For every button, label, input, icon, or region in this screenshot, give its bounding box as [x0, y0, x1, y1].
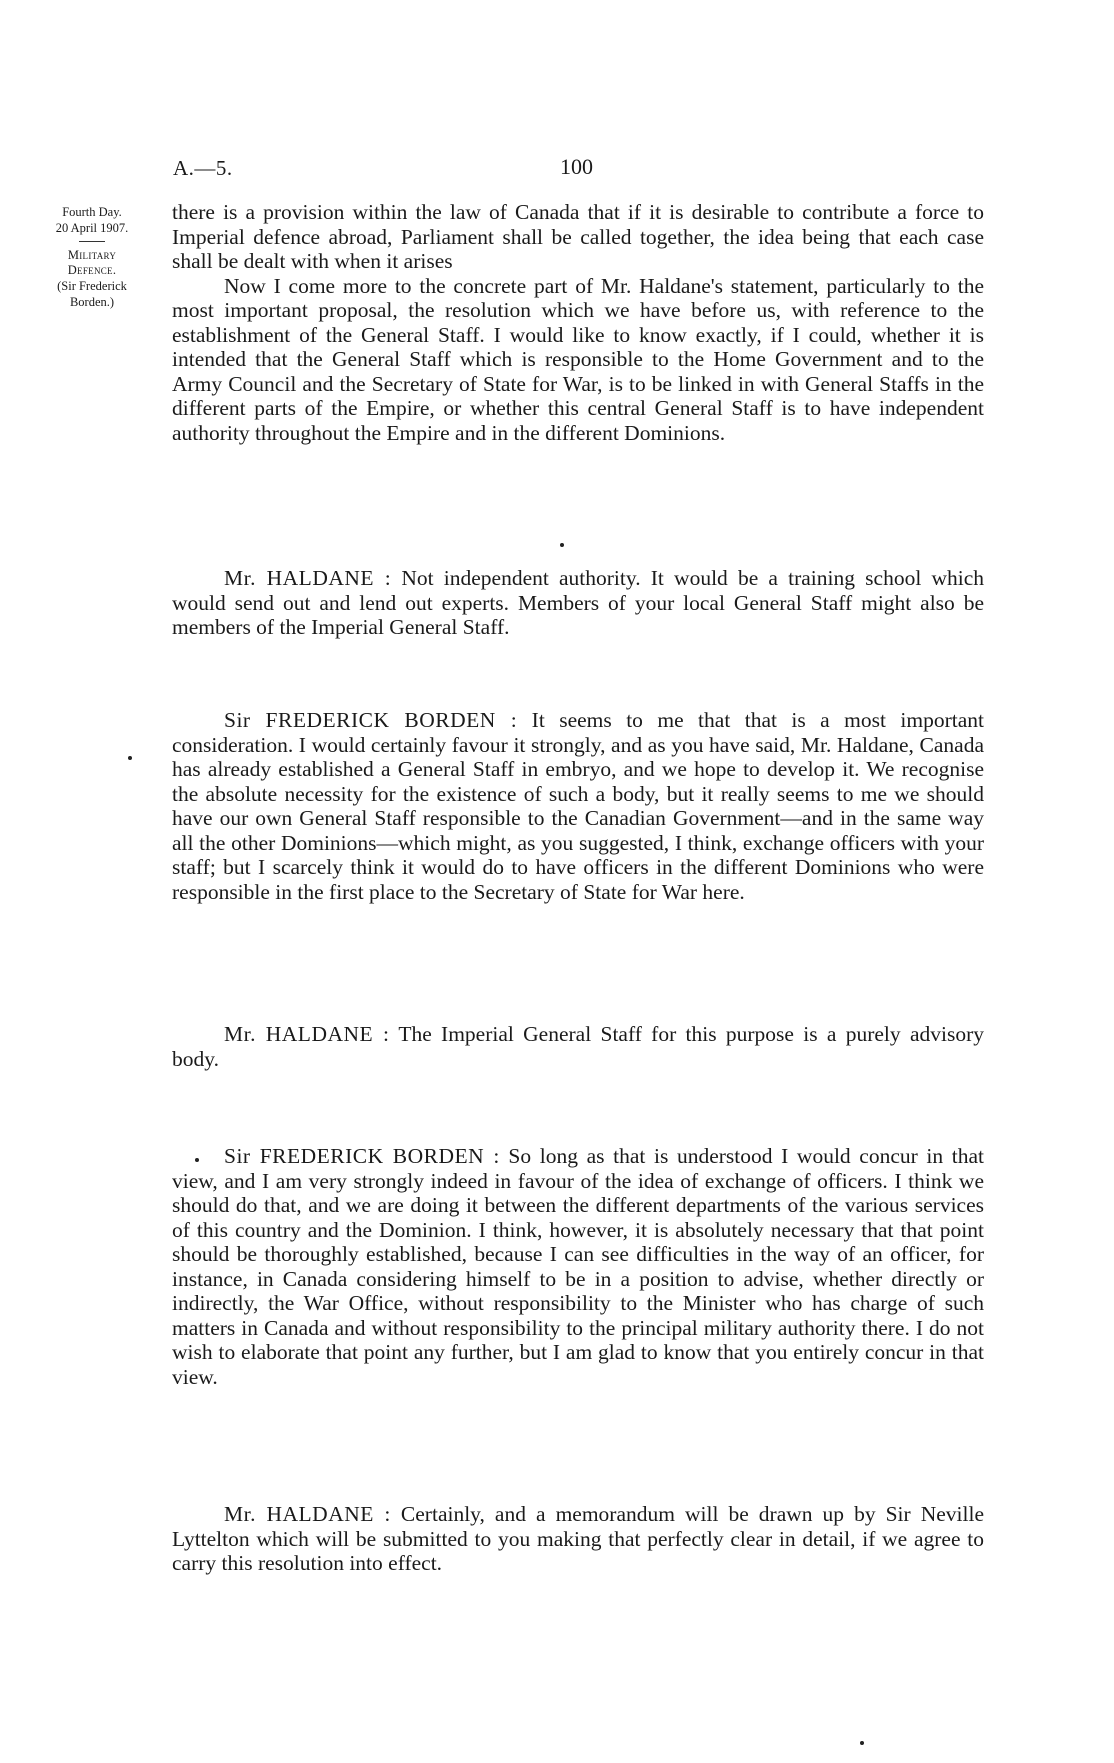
paragraph-2: Now I come more to the concrete part of Mr. Haldane's statement, particularly to the most important proposal, the resolution which we have before us, with reference to the establishment of the General Staff. I would like to know exactly, if I could, whether it is intended that the General Staff which is responsible to the Home Government and to the Army Council and the Secretary of State for War, is to be linked in with General Staffs in the different parts of the Empire, or whether this central General Staff is to have independent authority throughout the Empire and in the different Dominions. [172, 273, 984, 445]
page-number: 100 [560, 154, 593, 179]
speech-borden-1 [172, 708, 984, 904]
stray-mark [560, 543, 564, 547]
speech-text: It seems to me that that is a most important consideration. I would certainly favour it strongly, and as you have said, Mr. Haldane, Canada has already established a General Staff in embryo, and we hope to develop it. We recognise the absolute necessity for the existence of such a body, but it really seems to me we should have our own General Staff responsible to the Canadian Government—and in the same way all the other Dominions—which might, as you suggested, I think, exchange officers with your staff; but I scarcely think it would do to have officers in the different Dominions who were responsible in the first place to the Secretary of State for War here. [172, 708, 984, 904]
margin-day: Fourth Day. [62, 205, 122, 219]
speech-haldane-2 [172, 1022, 984, 1071]
margin-divider [79, 241, 105, 242]
speech-text: Not independent authority. It would be a training school which would send out and lend out experts. Members of your local General Staff might also be members of the Imperial General Staff. [172, 566, 985, 639]
speaker-name: Sir FREDERICK BORDEN : [224, 1144, 500, 1168]
speaker-name: Sir FREDERICK BORDEN : [224, 708, 518, 732]
paragraph-continuation [172, 200, 984, 445]
margin-speaker-line2: Borden.) [69, 295, 115, 309]
speech-haldane-1 [172, 566, 984, 640]
stray-mark [860, 1741, 864, 1745]
margin-topic-line2: Defence. [67, 263, 117, 277]
speech-borden-2 [172, 1144, 984, 1389]
stray-mark [128, 756, 132, 760]
speaker-name: Mr. HALDANE : [224, 1502, 391, 1526]
margin-date: 20 April 1907. [55, 221, 129, 235]
speaker-name: Mr. HALDANE : [224, 1022, 390, 1046]
speech-text: So long as that is understood I would concur in that view, and I am very strongly indeed in favour of the idea of exchange of officers. I think we should do that, and we are doing it between the different departments of the various services of this country and the Dominion. I think, however, it is absolutely necessary that that point should be thoroughly established, because I can see difficulties in the way of an officer, for instance, in Canada considering himself to be in a position to advise, whether directly or indirectly, the War Office, without responsibility to the Minister who has charge of such matters in Canada and without responsibility to the principal military authority there. I do not wish to elaborate that point any further, but I am glad to know that you entirely concur in that view. [172, 1144, 984, 1389]
speech-text: Certainly, and a memorandum will be drawn up by Sir Neville Lyttelton which will be submitted to you making that perfectly clear in detail, if we agree to carry this resolution into effect. [172, 1502, 985, 1575]
margin-topic-line1: Military [67, 248, 117, 262]
paragraph-1: there is a provision within the law of Canada that if it is desirable to contribute a force to Imperial defence abroad, Parliament shall be called together, the idea being that each case shall be dealt with when it arises [172, 200, 984, 273]
margin-speaker-line1: (Sir Frederick [57, 279, 127, 293]
speaker-name: Mr. HALDANE : [224, 566, 392, 590]
running-header: A.—5. [173, 156, 233, 180]
speech-haldane-3 [172, 1502, 984, 1576]
speech-text: The Imperial General Staff for this purpose is a purely advisory body. [172, 1022, 984, 1071]
margin-note [32, 204, 152, 310]
